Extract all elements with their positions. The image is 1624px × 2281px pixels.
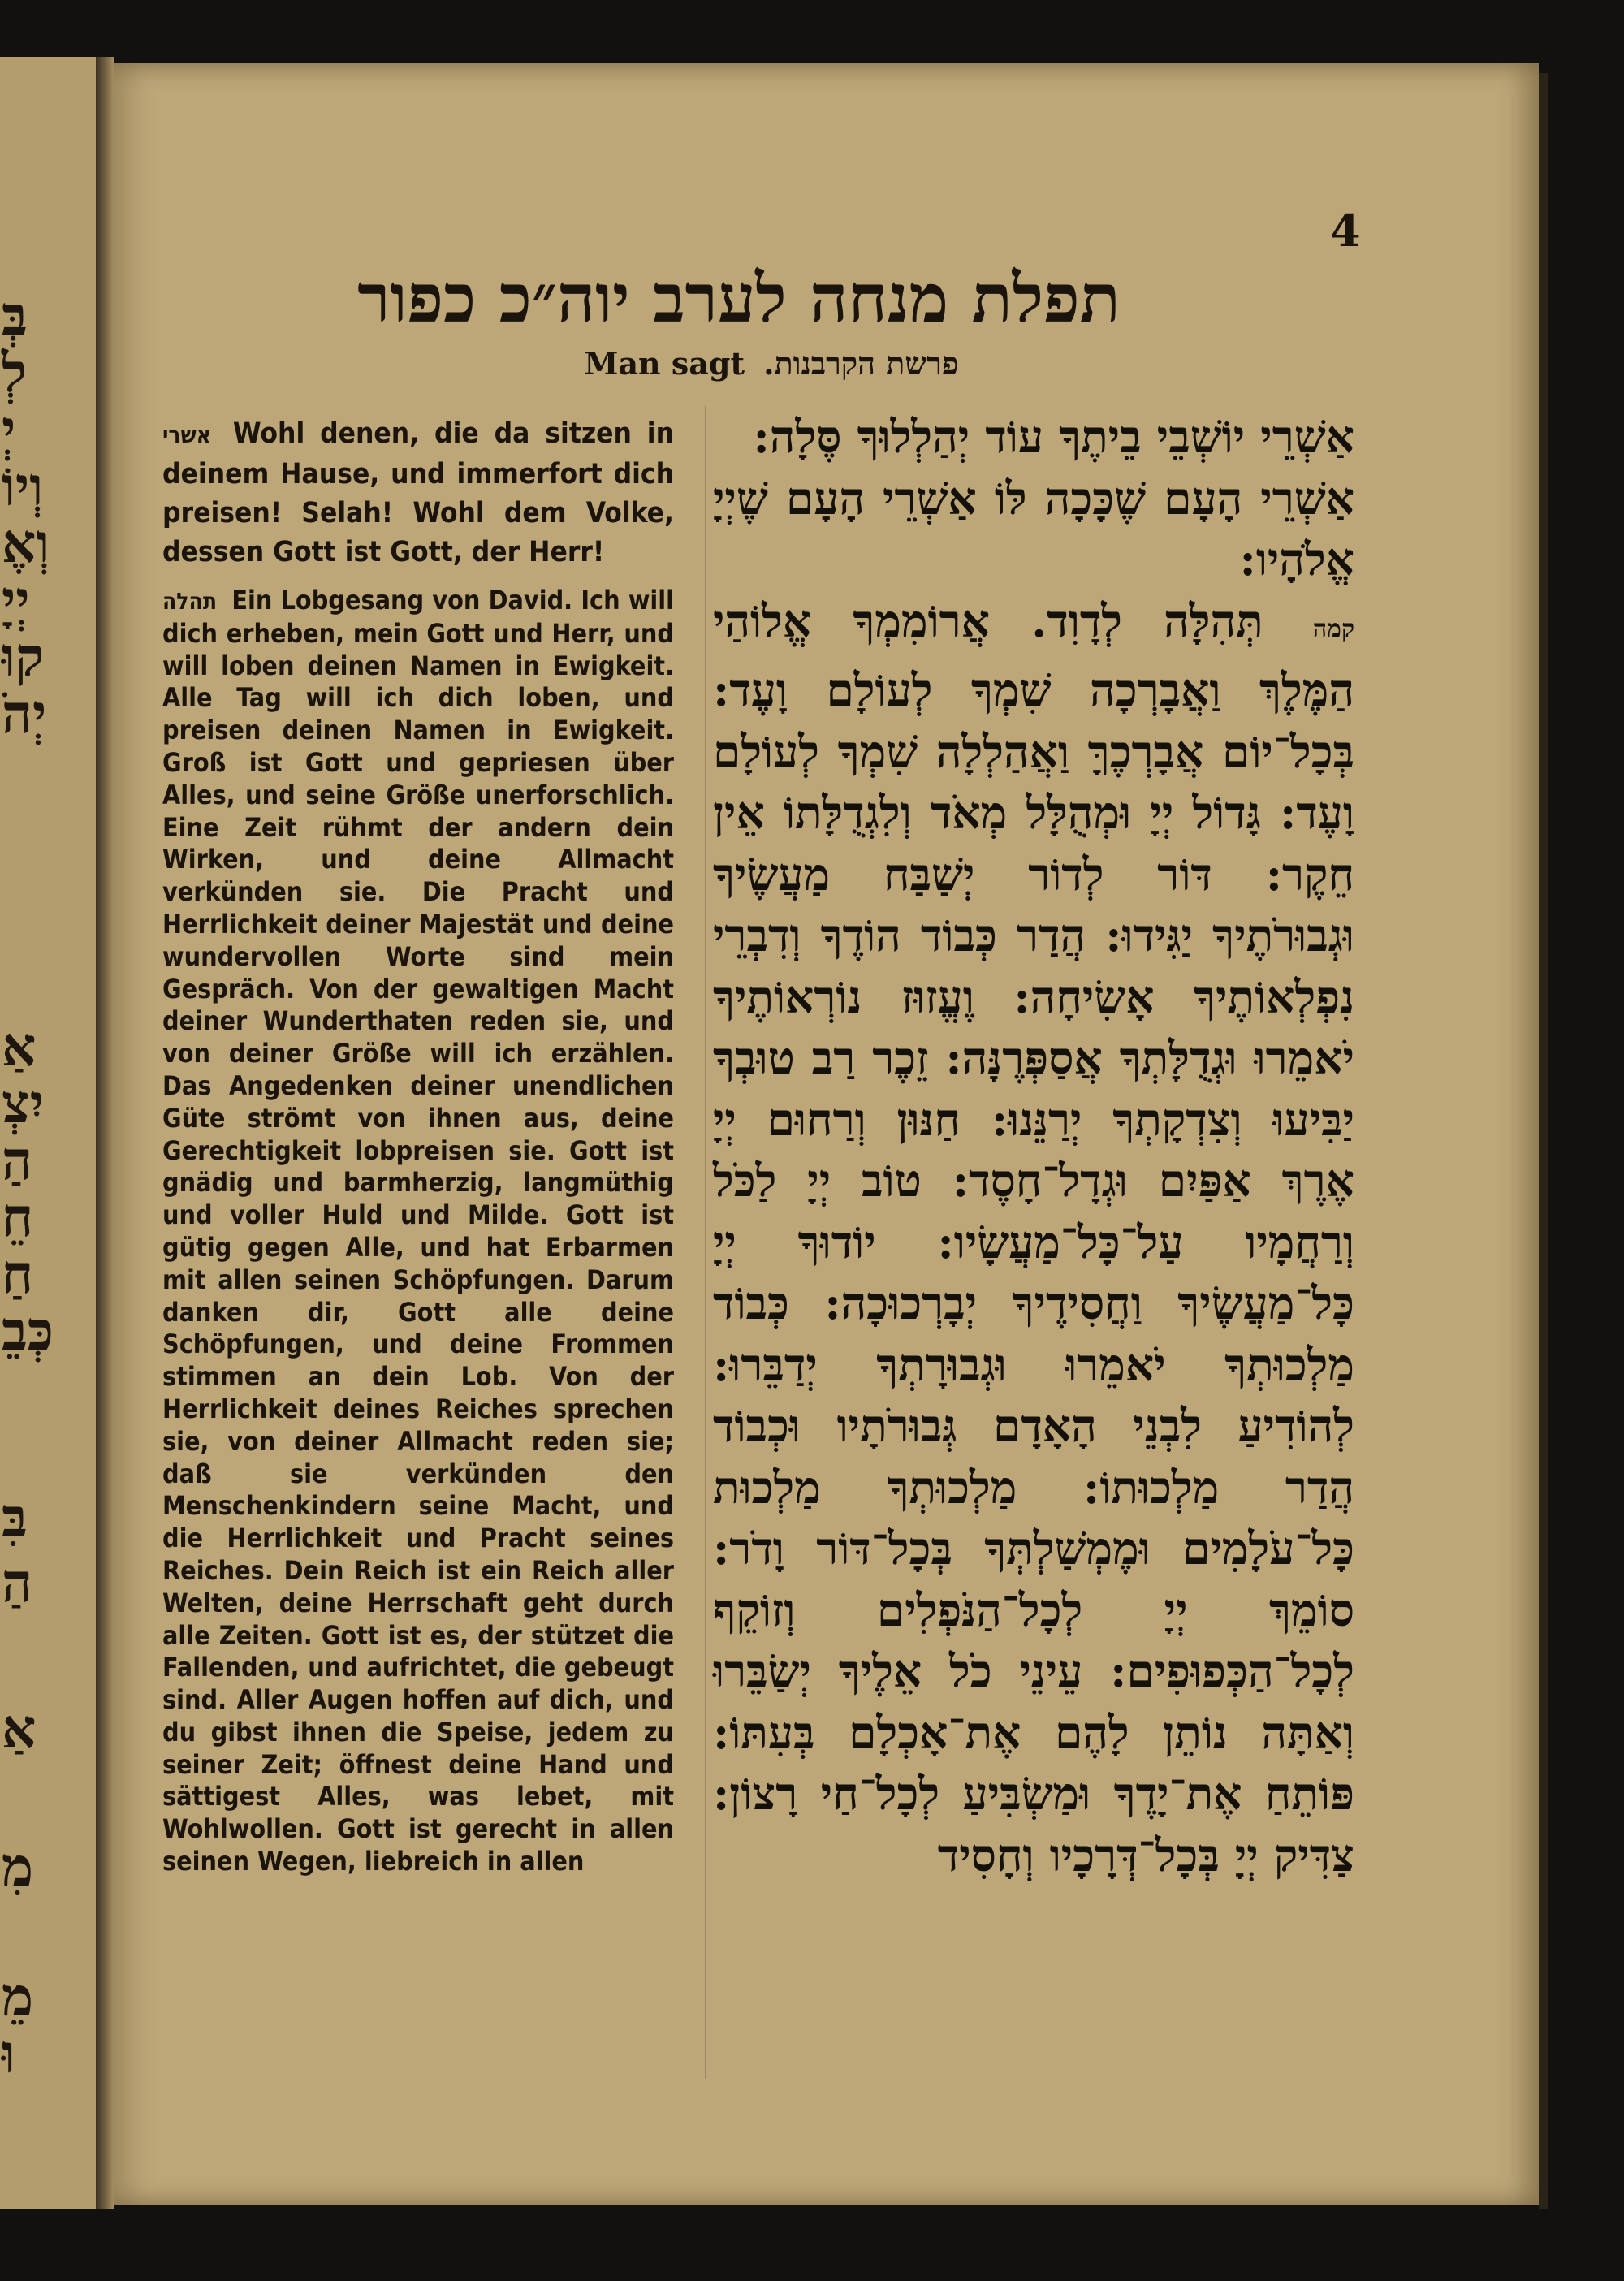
- book-spine: [96, 57, 114, 2209]
- facing-page-fragment-text: חֵ: [2, 1186, 34, 1249]
- facing-page-fragment-text: הַ: [2, 1129, 32, 1192]
- facing-page-fragment-text: מִ: [2, 1835, 34, 1899]
- facing-page-fragment: [0, 57, 99, 2209]
- german-text-2: Ein Lobgesang von David. Ich will dich erheben, mein Gott und Herr, und will loben deinen Namen in Ewigkeit. Alle Tag will ich dich loben, und preisen deinen Namen in Ewigkeit. Groß ist Gott und gepriesen über Alles, und seine Größe unerforschlich. Eine Zeit rühmt der andern dein Wirken, und deine Allmacht verkünden sie. Die Pracht und Herrlichkeit deiner Majestät und deine wundervollen Worte sind mein Gespräch. Von der gewaltigen Macht deiner Wunderthaten reden sie, und von deiner Größe will ich erzählen. Das Angedenken deiner unendlichen Güte strömt von ihnen aus, deine Gerechtigkeit lobpreisen sie. Gott ist gnädig und barmherzig, langmüthig und voller Huld und Milde. Gott ist gütig gegen Alle, und hat Erbarmen mit allen seinen Schöpfungen. Darum danken dir, Gott alle deine Schöpfungen, und deine Frommen stimmen an dein Lob. Von der Herrlichkeit deines Reiches sprechen sie, von deiner Allmacht reden sie; daß sie verkünden den Menschenkindern seine Macht, und die Herrlichkeit und Pracht seines Reiches. Dein Reich ist ein Reich aller Welten, deine Herrschaft geht durch alle Zeiten. Gott ist es, der stützet die Fallenden, und aufrichtet, die gebeugt sind. Aller Augen hoffen auf dich, und du gibst ihnen die Speise, jedem zu seiner Zeit; öffnest deine Hand und sättigest Alles, was lebet, mit Wohlwollen. Gott ist gerecht in allen seinen Wegen, liebreich in allen: [162, 585, 675, 1877]
- facing-page-fragment-text: מֵ: [2, 1965, 34, 2028]
- instruction-hebrew: פרשת הקרבנות.: [763, 345, 959, 382]
- hebrew-text-column: [713, 406, 1354, 1886]
- facing-page-fragment-text: יְהֹ: [2, 682, 47, 745]
- psalm-marker: קמה: [1312, 614, 1354, 643]
- paragraph-marker: תהלה: [162, 588, 218, 615]
- page-edge: [1539, 73, 1548, 2209]
- german-text-1: Wohl denen, die da sitzen in deinem Hause, und immerfort dich preisen! Selah! Wohl dem Volke, dessen Gott ist Gott, der Herr!: [162, 417, 674, 568]
- facing-page-fragment-text: חַ: [2, 1242, 34, 1306]
- instruction-line: [520, 345, 1023, 382]
- page-number: 4: [1330, 205, 1361, 257]
- facing-page-fragment-text: וְאֶ: [2, 512, 50, 575]
- facing-page-fragment-text: קוּ: [2, 625, 45, 689]
- page-heading: תפלת מנחה לערב יוה״כ כפור: [357, 260, 1121, 338]
- hebrew-verse-1: אַשְׁרֵי יוֹשְׁבֵי בֵיתֶךָ עוֹד יְהַלְלוּךָ סֶּלָה:: [753, 410, 1354, 463]
- german-paragraph-1: [162, 414, 674, 572]
- facing-page-fragment-text: לְ: [2, 341, 27, 404]
- hebrew-verse-2: אַשְׁרֵי הָעָם שֶׁכָּכָה לּוֹ אַשְׁרֵי הָעָם שֶׁיְיָ אֱלֹהָיו:: [713, 471, 1354, 585]
- column-divider: [705, 406, 706, 2079]
- paragraph-marker: אשרי: [162, 421, 212, 448]
- german-translation-column: [162, 414, 674, 1878]
- hebrew-psalm-text: תְּהִלָּה לְדָוִד. אֲרוֹמִמְךָ אֱלוֹהַי הַמֶּלֶךְ וַאֲבָרְכָה שִׁמְךָ לְעוֹלָם וָעֶד: בְּכָל־יוֹם אֲבָרְכֶךָּ וַאֲהַלְלָה שִׁמְךָ לְעוֹלָם וָעֶד: גָּדוֹל יְיָ וּמְהֻלָּל מְאֹד וְלִגְדֻלָּתוֹ אֵין חֵקֶר: דּוֹר לְדוֹר יְשַׁבַּח מַעֲשֶׂיךָ וּגְבוּרֹתֶיךָ יַגִּידוּ: הֲדַר כְּבוֹד הוֹדֶךָ וְדִבְרֵי נִפְלְאוֹתֶיךָ אָשִׂיחָה: וֶעֱזוּז נוֹרְאוֹתֶיךָ יֹאמֵרוּ וּגְדֻלָּתְךָ אֲסַפְּרֶנָּה: זֵכֶר רַב טוּבְךָ יַבִּיעוּ וְצִדְקָתְךָ יְרַנֵּנוּ: חַנּוּן וְרַחוּם יְיָ אֶרֶךְ אַפַּיִם וּגְדָל־חָסֶד: טוֹב יְיָ לַכֹּל וְרַחֲמָיו עַל־כָּל־מַעֲשָׂיו: יוֹדוּךָ יְיָ כָּל־מַעֲשֶׂיךָ וַחֲסִידֶיךָ יְבָרְכוּכָה: כְּבוֹד מַלְכוּתְךָ יֹאמֵרוּ וּגְבוּרָתְךָ יְדַבֵּרוּ: לְהוֹדִיעַ לִבְנֵי הָאָדָם גְּבוּרֹתָיו וּכְבוֹד הֲדַר מַלְכוּתוֹ: מַלְכוּתְךָ מַלְכוּת כָּל־עֹלָמִים וּמֶמְשַׁלְתְּךָ בְּכָל־דּוֹר וָדֹר: סוֹמֵךְ יְיָ לְכָל־הַנֹּפְלִים וְזוֹקֵף לְכָל־הַכְּפוּפִים: עֵינֵי כֹל אֵלֶיךָ יְשַׂבֵּרוּ וְאַתָּה נוֹתֵן לָהֶם אֶת־אָכְלָם בְּעִתּוֹ: פּוֹתֵחַ אֶת־יָדֶךָ וּמַשְׂבִּיעַ לְכָל־חַי רָצוֹן: צַדִּיק יְיָ בְּכָל־דְּרָכָיו וְחָסִיד: [713, 594, 1354, 1881]
- facing-page-fragment-text: כְּבֵ: [2, 1299, 54, 1363]
- facing-page-fragment-text: בִּ: [2, 1486, 28, 1549]
- facing-page-fragment-text: יְ: [2, 398, 16, 461]
- instruction-german: Man sagt: [584, 345, 745, 382]
- facing-page-fragment-text: אַ: [2, 1015, 37, 1078]
- facing-page-fragment-text: אַ: [2, 1697, 37, 1760]
- facing-page-fragment-text: וְיוֹ: [2, 455, 44, 518]
- hebrew-psalm: [713, 590, 1354, 1886]
- facing-page-fragment-text: יְיָ: [2, 568, 30, 632]
- facing-page-fragment-text: בְּ: [2, 284, 28, 348]
- facing-page-fragment-text: וּ: [2, 2022, 15, 2085]
- facing-page-fragment-text: יִצְ: [2, 1072, 44, 1135]
- german-paragraph-2: [162, 585, 674, 1878]
- facing-page-fragment-text: הַ: [2, 1551, 32, 1614]
